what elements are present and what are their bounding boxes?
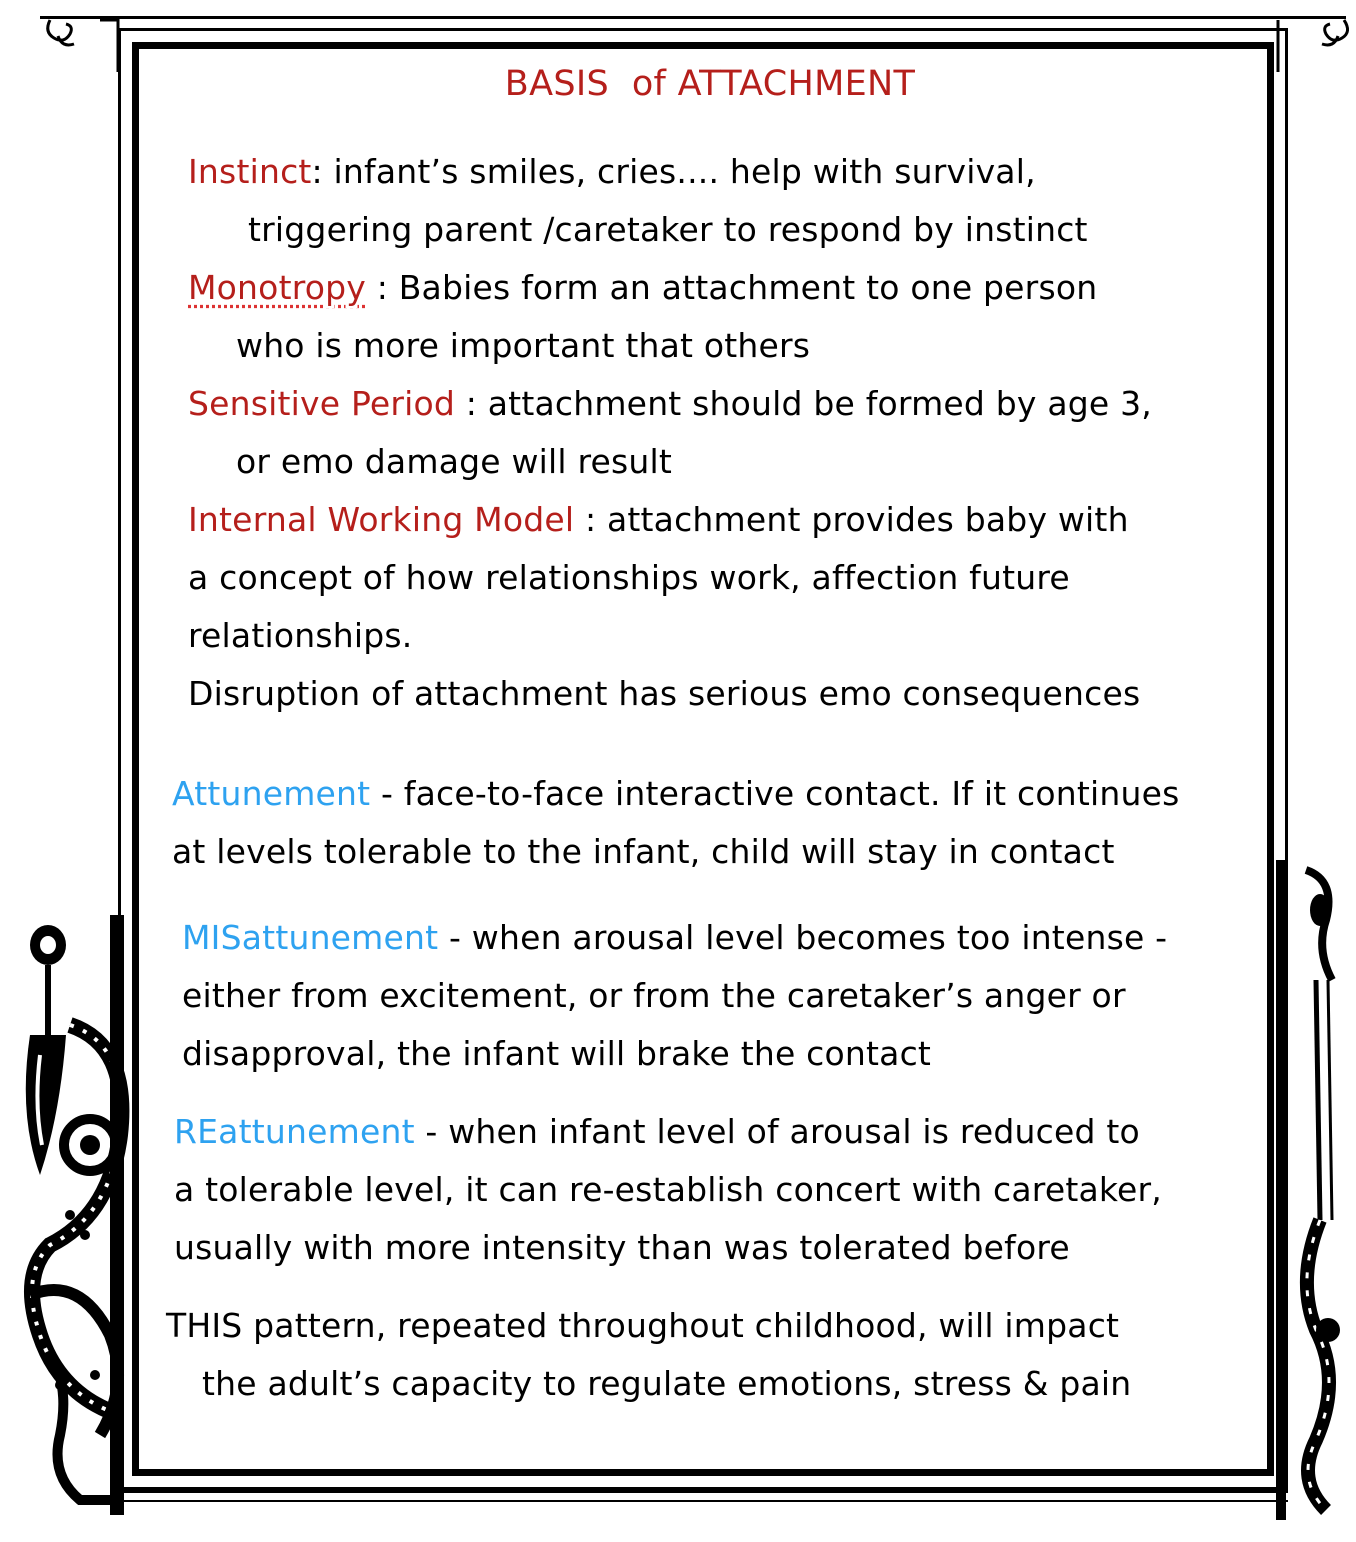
sensitive-period-text-1: : attachment should be formed by age 3, (455, 384, 1152, 423)
internal-working-model-line-2: a concept of how relationships work, affection future (188, 558, 1070, 597)
monotropy-text-1: : Babies form an attachment to one person (366, 268, 1098, 307)
internal-working-model-line-3: relationships. (188, 616, 413, 655)
misattunement-line-1 (182, 918, 1167, 958)
monotropy-line-2: who is more important that others (236, 326, 811, 365)
reattunement-text-1: - when infant level of arousal is reduced to (414, 1112, 1140, 1151)
scroll-ornament-top-left-icon (40, 14, 130, 74)
internal-working-model-text-1: : attachment provides baby with (574, 500, 1129, 539)
conclusion-line-1: THIS pattern, repeated throughout childhood, will impact (166, 1306, 1120, 1345)
term-sensitive-period: Sensitive Period (188, 384, 456, 423)
instinct-text-1: : infant’s smiles, cries.... help with survival, (311, 152, 1036, 191)
reattunement-line-3: usually with more intensity than was tolerated before (174, 1228, 1070, 1267)
instinct-line-2: triggering parent /caretaker to respond by instinct (248, 210, 1088, 249)
frame-bottom-rail (118, 1490, 1288, 1502)
attunement-line-2: at levels tolerable to the infant, child will stay in contact (172, 832, 1115, 871)
term-reattunement: REattunement (174, 1112, 415, 1151)
attunement-text-1: - face-to-face interactive contact. If it continues (370, 774, 1180, 813)
term-internal-working-model: Internal Working Model (188, 500, 575, 539)
internal-working-model-line-1 (188, 500, 1129, 540)
attunement-line-1 (172, 774, 1180, 814)
conclusion-line-2: the adult’s capacity to regulate emotions, stress & pain (202, 1364, 1132, 1403)
term-attunement: Attunement (172, 774, 371, 813)
reattunement-line-1 (174, 1112, 1140, 1152)
art-nouveau-ornament-left-icon (10, 915, 150, 1515)
frame-top-rail (40, 16, 1346, 26)
internal-working-model-line-4: Disruption of attachment has serious emo consequences (188, 674, 1141, 713)
misattunement-line-2: either from excitement, or from the caretaker’s anger or (182, 976, 1126, 1015)
document-body (150, 58, 1250, 1458)
term-misattunement: MISattunement (182, 918, 439, 957)
reattunement-line-2: a tolerable level, it can re-establish concert with caretaker, (174, 1170, 1162, 1209)
sensitive-period-line-2: or emo damage will result (236, 442, 672, 481)
term-instinct: Instinct (188, 152, 312, 191)
monotropy-line-1 (188, 268, 1097, 308)
instinct-line-1 (188, 152, 1036, 192)
term-monotropy: Monotropy (188, 268, 367, 307)
sensitive-period-line-1 (188, 384, 1152, 424)
scroll-ornament-top-right-icon (1270, 14, 1356, 74)
misattunement-line-3: disapproval, the infant will brake the contact (182, 1034, 932, 1073)
page-title: BASIS of ATTACHMENT (504, 64, 916, 104)
art-nouveau-ornament-right-icon (1276, 860, 1352, 1520)
misattunement-text-1: - when arousal level becomes too intense - (438, 918, 1168, 957)
